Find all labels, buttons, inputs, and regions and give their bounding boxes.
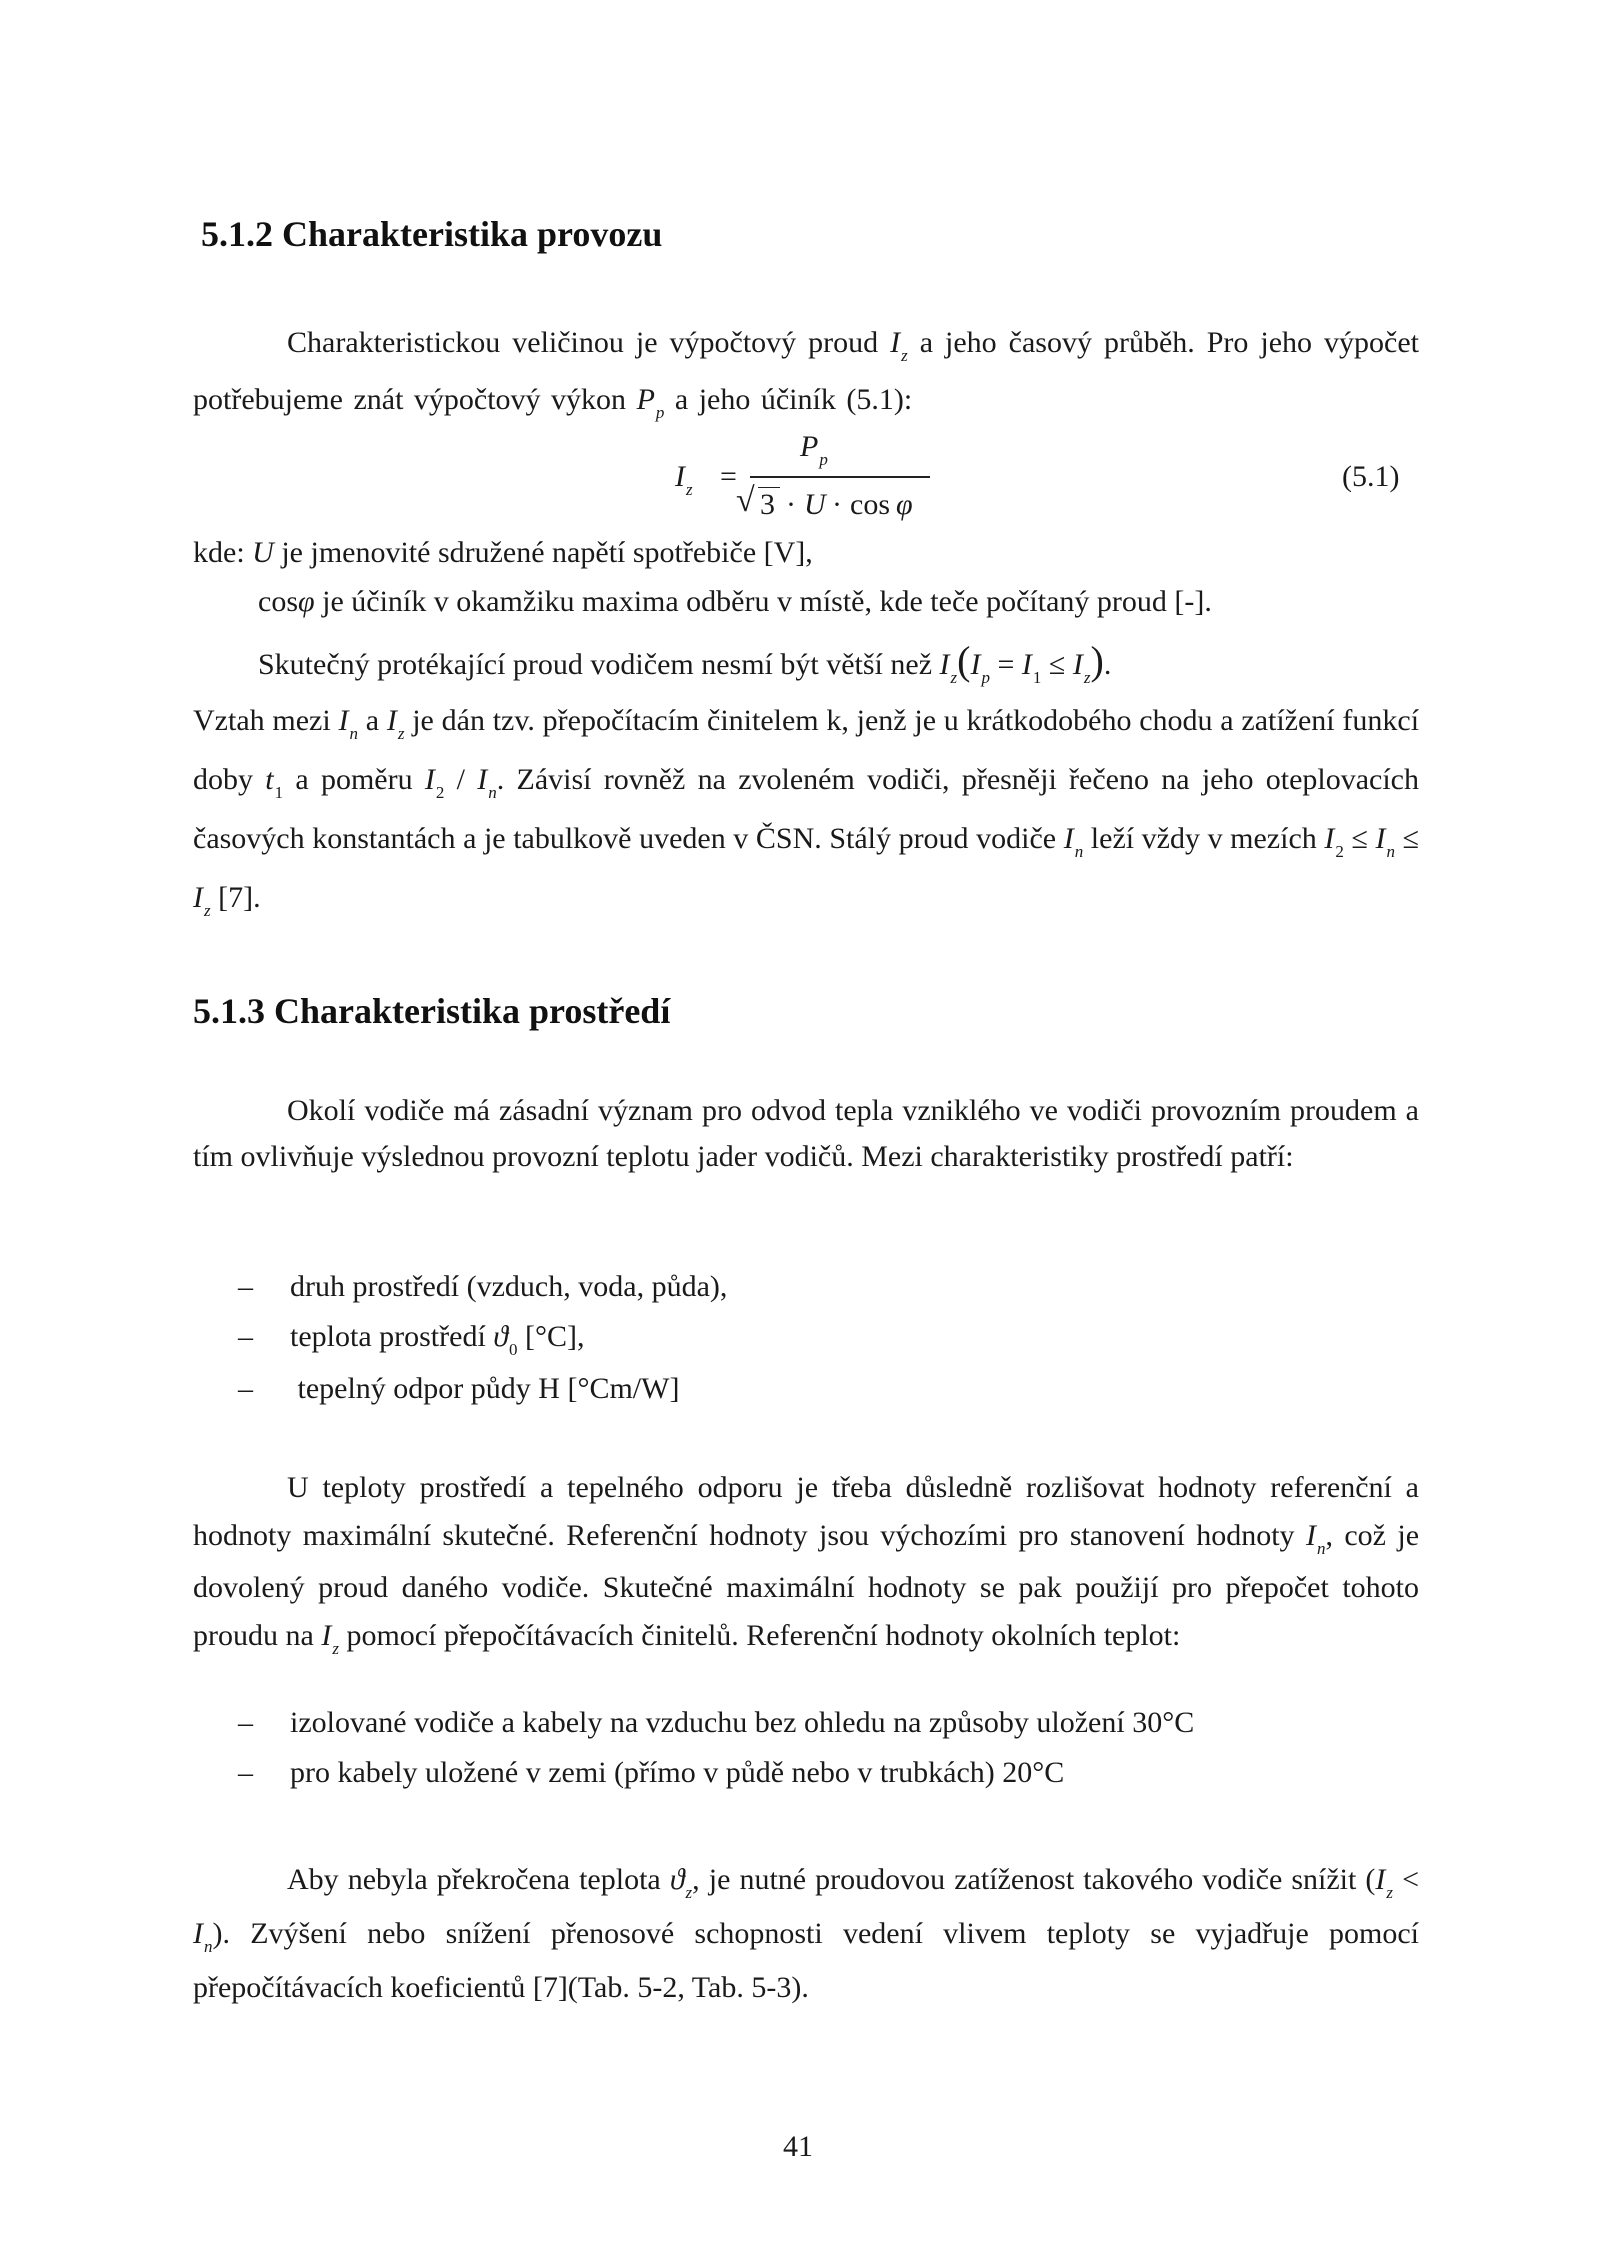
symbol-sub-1: 1 — [274, 783, 284, 802]
text: pomocí přepočítávacích činitelů. Referenční hodnoty okolních teplot: — [346, 1619, 1181, 1652]
text: [7]. — [218, 881, 261, 914]
list-item — [238, 1270, 727, 1304]
eq-sub-p: p — [819, 450, 828, 469]
symbol-I: I — [1324, 822, 1335, 855]
symbol-I: I — [1072, 648, 1083, 681]
symbol-sub-z: z — [950, 668, 958, 687]
text: . Závisí rovněž na zvoleném vodiči, přesněji řečeno na jeho oteplovacích časových konstantách a je tabulkově uveden v ČSN. Stálý proud vodiče — [193, 763, 1419, 855]
symbol-t: t — [265, 763, 274, 796]
symbol-P: P — [636, 383, 655, 416]
symbol-I: I — [321, 1619, 332, 1652]
symbol-phi: φ — [298, 585, 315, 618]
symbol-U: U — [252, 536, 274, 569]
paragraph-reference — [193, 1464, 1419, 1664]
equals: = — [997, 648, 1015, 681]
page-number: 41 — [783, 2130, 813, 2163]
sqrt-icon: √ — [736, 482, 755, 519]
symbol-sub-z: z — [204, 901, 211, 920]
eq-dot: · — [786, 488, 796, 521]
symbol-sub-z: z — [1386, 1883, 1394, 1902]
paragraph-relation — [193, 693, 1419, 929]
symbol-I: I — [890, 326, 901, 359]
symbol-sub-z: z — [1083, 668, 1091, 687]
eq-I: I — [675, 460, 685, 493]
text: je jmenovité sdružené napětí spotřebiče [V], — [281, 536, 813, 569]
symbol-sub-n: n — [1316, 1539, 1326, 1558]
symbol-sub-z: z — [685, 1883, 693, 1902]
symbol-sub-n: n — [488, 783, 497, 802]
text: a poměru — [295, 763, 413, 796]
symbol-I: I — [193, 1917, 203, 1950]
text: Aby nebyla překročena teplota — [287, 1863, 661, 1896]
eq-three: 3 — [760, 488, 775, 521]
eq-sub-z: z — [686, 480, 693, 499]
symbol-sub-2: 2 — [435, 783, 445, 802]
symbol-I: I — [970, 648, 981, 681]
symbol-sub-n: n — [204, 1937, 213, 1956]
symbol-sub-p: p — [655, 403, 665, 422]
eq-cos: cos — [850, 488, 890, 521]
eq-U: U — [804, 488, 826, 521]
text: , je nutné proudovou zatíženost takového vodiče snížit ( — [692, 1863, 1376, 1896]
eq-P: P — [800, 430, 819, 463]
text: a — [365, 704, 380, 737]
symbol-theta: ϑ — [493, 1320, 509, 1353]
symbol-sub-z: z — [901, 346, 908, 365]
symbol-I: I — [1063, 822, 1074, 855]
symbol-sub-n: n — [1386, 842, 1396, 861]
text: Charakteristickou veličinou je výpočtový proud — [287, 326, 879, 359]
lt: < — [1402, 1863, 1420, 1896]
text: ). Zvýšení nebo snížení přenosové schopnosti vedení vlivem teploty se vyjadřuje pomocí přepočítávacích koeficientů [7](Tab. 5-2, Tab. 5-3). — [193, 1917, 1419, 2004]
dash: – — [238, 1372, 253, 1405]
text: izolované vodiče a kabely na vzduchu bez ohledu na způsoby uložení 30°C — [290, 1706, 1195, 1739]
text: tepelný odpor půdy H [°Cm/W] — [297, 1372, 680, 1405]
le: ≤ — [1402, 822, 1420, 855]
symbol-I: I — [1021, 648, 1032, 681]
list-item — [238, 1706, 1194, 1740]
text: a jeho účiník (5.1): — [674, 383, 913, 416]
symbol-I: I — [424, 763, 435, 796]
symbol-I: I — [477, 763, 488, 796]
text: je dán tzv. přepočítacím činitelem k, jenž je u krátkodobého chodu a zatížení funkcí doby — [193, 704, 1420, 796]
paren: ) — [1090, 638, 1104, 683]
slash: / — [456, 763, 465, 796]
dash: – — [238, 1270, 253, 1303]
symbol-I: I — [1375, 1863, 1386, 1896]
text: , což je dovolený proud daného vodiče. Skutečné maximální hodnoty se pak použijí pro přepočet tohoto proudu na — [193, 1519, 1420, 1652]
dash: – — [238, 1706, 253, 1739]
eq-equals: = — [720, 460, 737, 493]
symbol-sub-p: p — [981, 668, 990, 687]
text: U teploty prostředí a tepelného odporu je třeba důsledně rozlišovat hodnoty referenční a hodnoty maximální skutečné. Referenční hodnoty jsou výchozími pro stanovení hodnoty — [193, 1471, 1419, 1552]
symbol-I: I — [338, 704, 349, 737]
paragraph-environment: Okolí vodiče má zásadní význam pro odvod tepla vzniklého ve vodiči provozním proudem a tím ovlivňuje výslednou provozní teplotu jader vodičů. Mezi charakteristiky prostředí patří: — [193, 1094, 1419, 1173]
text: druh prostředí (vzduch, voda, půda), — [290, 1270, 728, 1303]
paragraph-limit — [258, 637, 1112, 687]
symbol-theta: ϑ — [669, 1863, 685, 1896]
symbol-I: I — [386, 704, 397, 737]
symbol-sub-z: z — [332, 1639, 339, 1658]
text: pro kabely uložené v zemi (přímo v půdě nebo v trubkách) 20°C — [290, 1756, 1065, 1789]
fraction-bar — [750, 476, 930, 478]
section-heading-5-1-3: 5.1.3 Charakteristika prostředí — [193, 991, 671, 1031]
le: ≤ — [1048, 648, 1066, 681]
text: Skutečný protékající proud vodičem nesmí být větší než — [258, 648, 933, 681]
kde-line-2 — [258, 585, 1212, 619]
symbol-sub-2: 2 — [1335, 842, 1344, 861]
symbol-sub-0: 0 — [509, 1340, 518, 1359]
dash: – — [238, 1756, 253, 1789]
list-item — [238, 1756, 1064, 1790]
text: [°C], — [525, 1320, 585, 1353]
eq-phi: φ — [896, 488, 913, 521]
text: kde: — [193, 536, 245, 569]
text: a jeho časový průběh. Pro jeho výpočet potřebujeme znát výpočtový výkon — [193, 326, 1420, 416]
list-item — [238, 1320, 585, 1359]
symbol-sub-n: n — [349, 724, 358, 743]
symbol-cos: cos — [258, 585, 298, 618]
paren: ( — [957, 638, 971, 683]
period: . — [1103, 648, 1112, 681]
symbol-I: I — [939, 648, 950, 681]
paragraph-temperature — [193, 1855, 1419, 2013]
symbol-I: I — [1305, 1519, 1316, 1552]
symbol-sub-n: n — [1074, 842, 1084, 861]
symbol-I: I — [193, 881, 203, 914]
text: je účiník v okamžiku maxima odběru v místě, kde teče počítaný proud [-]. — [322, 585, 1212, 618]
equation-label: (5.1) — [1342, 460, 1400, 493]
text: teplota prostředí — [290, 1320, 486, 1353]
dash: – — [238, 1320, 253, 1353]
le: ≤ — [1351, 822, 1368, 855]
section-heading-5-1-2: 5.1.2 Charakteristika provozu — [201, 214, 663, 254]
eq-dot: · — [832, 488, 842, 521]
paragraph-intro — [193, 316, 1419, 430]
symbol-sub-1: 1 — [1032, 668, 1042, 687]
symbol-I: I — [1375, 822, 1386, 855]
text: Vztah mezi — [193, 704, 331, 737]
list-item — [238, 1372, 679, 1406]
symbol-sub-z: z — [397, 724, 405, 743]
kde-line-1 — [193, 536, 813, 570]
text: leží vždy v mezích — [1090, 822, 1317, 855]
